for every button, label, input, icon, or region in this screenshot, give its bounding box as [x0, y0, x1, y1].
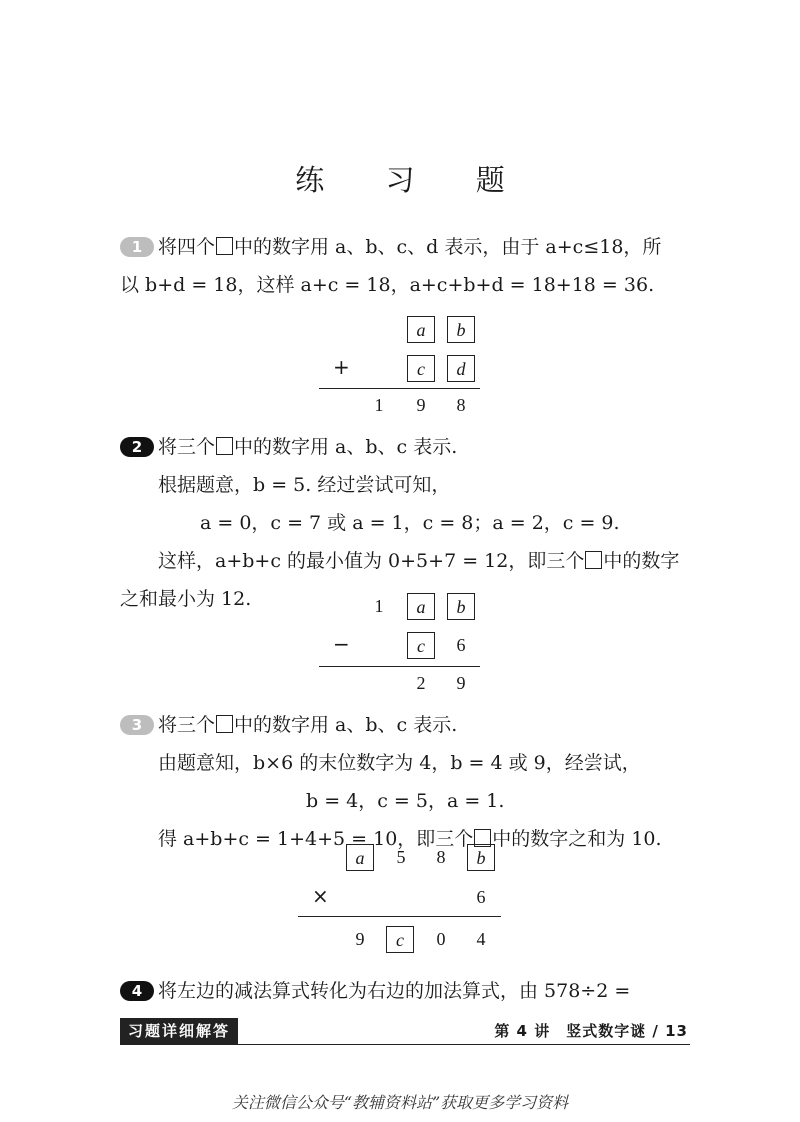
calc-1-box-d: d	[447, 355, 475, 382]
calc-3-rule	[298, 916, 501, 917]
empty-box-icon	[216, 437, 233, 455]
calc-2-result-digit: 2	[416, 673, 426, 693]
problem-badge-1: 1	[120, 237, 154, 257]
calc-1-box-a: a	[407, 316, 435, 343]
problem-1	[120, 228, 690, 304]
calc-2-box-a: a	[407, 593, 435, 620]
calc-3-operator: ×	[312, 884, 329, 908]
problem-3-line-4: 得 a+b+c = 1+4+5 = 10，即三个 中的数字之和为 10.	[158, 828, 662, 850]
calc-1-operator: +	[333, 355, 350, 379]
calc-3-digit: 8	[436, 847, 446, 867]
calc-3-box-a: a	[346, 844, 374, 871]
calc-2-box-c: c	[407, 632, 435, 659]
calc-2-box-b: b	[447, 593, 475, 620]
calc-1-rule	[319, 388, 480, 389]
problem-3-line-1: 3 将三个 中的数字用 a、b、c 表示.	[120, 706, 690, 744]
footer-divider	[120, 1044, 690, 1045]
calc-3-digit: 6	[476, 887, 486, 907]
calc-3-result-digit: 0	[436, 929, 446, 949]
calc-1-box-c: c	[407, 355, 435, 382]
calc-3-result-digit: 4	[476, 929, 486, 949]
problem-2	[120, 428, 690, 618]
problem-4	[120, 972, 690, 1010]
calc-2-rule	[319, 666, 480, 667]
problem-badge-4: 4	[120, 981, 154, 1001]
problem-4-line-1: 4 将左边的减法算式转化为右边的加法算式，由 578÷2 =	[120, 972, 690, 1010]
problem-2-line-2: 根据题意，b = 5. 经过尝试可知，	[158, 474, 451, 496]
calc-1-box-b: b	[447, 316, 475, 343]
calc-3-box-b: b	[467, 844, 495, 871]
calc-3-box-c: c	[386, 926, 414, 953]
empty-box-icon	[216, 715, 233, 733]
calc-3-digit: 5	[396, 847, 406, 867]
problem-badge-3: 3	[120, 715, 154, 735]
problem-badge-2: 2	[120, 437, 154, 457]
problem-1-line-1: 1 将四个 中的数字用 a、b、c、d 表示，由于 a+c≤18，所	[120, 228, 690, 266]
calc-1-result-digit: 8	[456, 395, 466, 415]
calc-2-operator: −	[333, 632, 350, 656]
calc-1-result-digit: 9	[416, 395, 426, 415]
problem-3-line-3: b = 4，c = 5，a = 1.	[306, 790, 505, 812]
problem-2-line-5: 之和最小为 12.	[120, 588, 252, 610]
page-title: 练 习 题	[295, 163, 531, 197]
empty-box-icon	[216, 237, 233, 255]
problem-2-line-1: 2 将三个 中的数字用 a、b、c 表示.	[120, 428, 690, 466]
problem-3-line-2: 由题意知，b×6 的末位数字为 4，b = 4 或 9，经尝试，	[158, 752, 641, 774]
calc-1-result-digit: 1	[374, 395, 384, 415]
problem-3	[120, 706, 690, 858]
problem-1-line-2: 以 b+d = 18，这样 a+c = 18，a+c+b+d = 18+18 = 36.	[120, 274, 655, 296]
footer-section-tag: 习题详细解答	[120, 1018, 238, 1044]
footer-chapter-page: 第 4 讲 竖式数字谜 / 13	[494, 1022, 688, 1040]
watermark-text: 关注微信公众号“教辅资料站”获取更多学习资料	[231, 1093, 569, 1112]
calc-2-digit: 1	[374, 596, 384, 616]
calc-2-result-digit: 9	[456, 673, 466, 693]
empty-box-icon	[585, 551, 602, 569]
calc-3-result-digit: 9	[355, 929, 365, 949]
problem-2-line-4: 这样，a+b+c 的最小值为 0+5+7 = 12，即三个 中的数字	[158, 550, 680, 572]
calc-2-digit: 6	[456, 635, 466, 655]
problem-2-line-3: a = 0，c = 7 或 a = 1，c = 8；a = 2，c = 9.	[200, 512, 620, 534]
